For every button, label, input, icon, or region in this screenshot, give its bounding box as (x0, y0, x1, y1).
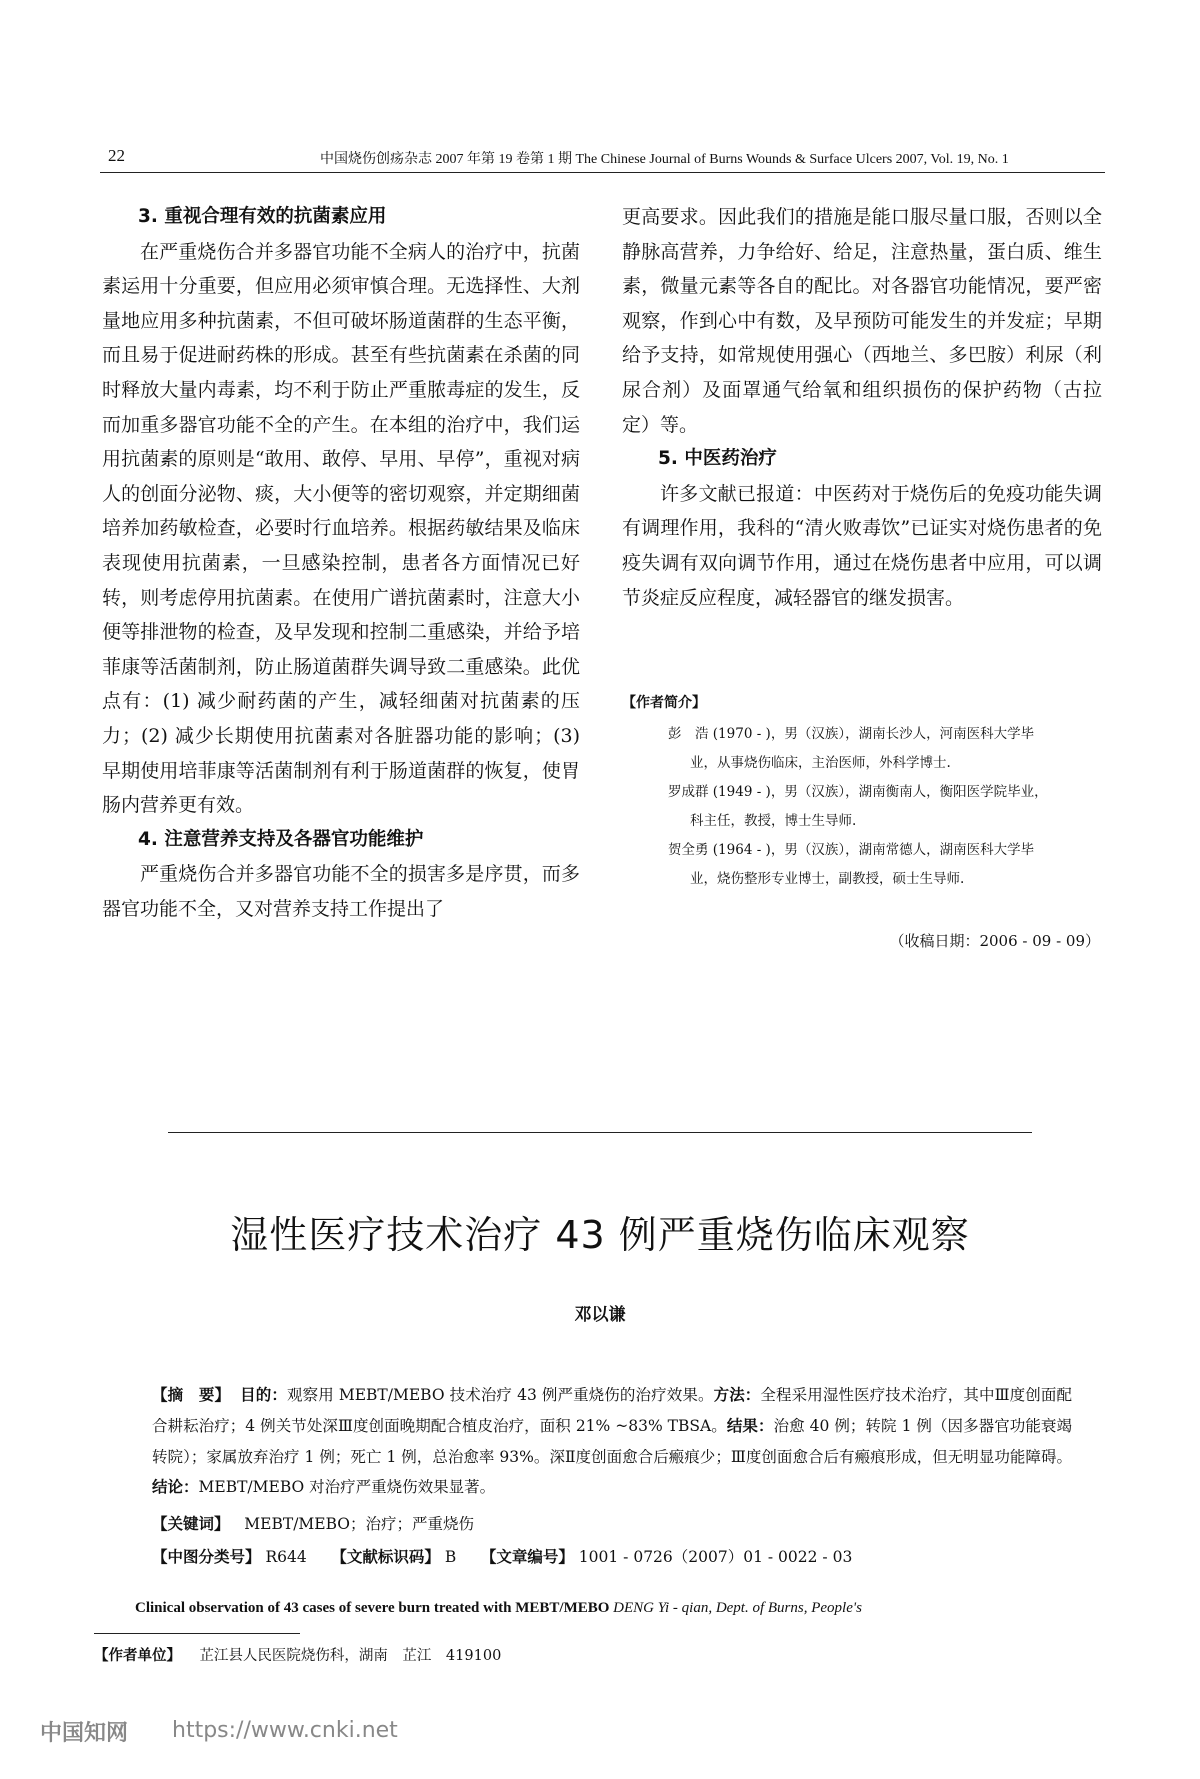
objective-text: 观察用 MEBT/MEBO 技术治疗 43 例严重烧伤的治疗效果。 (286, 1386, 714, 1404)
page-number: 22 (108, 146, 125, 165)
section-5-body: 许多文献已报道：中医药对于烧伤后的免疫功能失调有调理作用，我科的“清火败毒饮”已证实对烧伤患者的免疫失调有双向调节作用，通过在烧伤患者中应用，可以调节炎症反应程度，减轻器官的继发损害。 (622, 482, 1102, 609)
bio-line: 业，烧伤整形专业博士，副教授，硕士生导师. (690, 871, 965, 887)
bio-line: 贺全勇 (1964 - )，男（汉族），湖南常德人，湖南医科大学毕 (668, 842, 1035, 858)
english-author: DENG Yi - qian, Dept. of Burns, People's (613, 1600, 862, 1616)
keywords-line (152, 1512, 474, 1536)
article-no-label: 【文章编号】 (480, 1548, 574, 1566)
doc-code-value: B (444, 1548, 457, 1566)
doc-code-label: 【文献标识码】 (331, 1548, 440, 1566)
conclusion-text: MEBT/MEBO 对治疗严重烧伤效果显著。 (198, 1478, 496, 1497)
objective-label: 目的： (240, 1386, 287, 1404)
keywords-label: 【关键词】 (152, 1515, 230, 1533)
affiliation-text: 芷江县人民医院烧伤科，湖南 芷江 419100 (199, 1648, 502, 1664)
result-label: 结果： (726, 1416, 774, 1435)
right-column (622, 200, 1102, 615)
affiliation-line (94, 1644, 501, 1665)
author-bio-entry (622, 778, 1104, 836)
abstract-label: 【摘 要】 (152, 1386, 231, 1404)
section-5-heading: 5. 中医药治疗 (658, 448, 777, 470)
keywords-text: MEBT/MEBO；治疗；严重烧伤 (244, 1515, 475, 1533)
bio-line: 罗成群 (1949 - )，男（汉族），湖南衡南人，衡阳医学院毕业， (668, 784, 1048, 800)
classification-line (152, 1545, 852, 1569)
section-4-continued: 更高要求。因此我们的措施是能口服尽量口服，否则以全静脉高营养，力争给好、给足，注意热量，蛋白质、维生素，微量元素等各自的配比。对各器官功能情况，要严密观察，作到心中有数，及早预防可能发生的并发症；早期给予支持，如常规使用强心（西地兰、多巴胺）利尿（利尿合剂）及面罩通气给氧和组织损伤的保护药物（古拉定）等。 (622, 206, 1102, 436)
article-author: 邓以谦 (574, 1305, 626, 1325)
english-title-line (135, 1600, 862, 1617)
conclusion-label: 结论： (152, 1478, 199, 1497)
journal-header: 中国烧伤创疡杂志 2007 年第 19 卷第 1 期 The Chinese Journal of Burns Wounds & Surface Ulcers 2007, Vol. 19, No. 1 (320, 152, 1009, 167)
section-3-body: 在严重烧伤合并多器官功能不全病人的治疗中，抗菌素运用十分重要，但应用必须审慎合理。无选择性、大剂量地应用多种抗菌素，不但可破坏肠道菌群的生态平衡，而且易于促进耐药株的形成。甚至有些抗菌素在杀菌的同时释放大量内毒素，均不利于防止严重脓毒症的发生，反而加重多器官功能不全的产生。在本组的治疗中，我们运用抗菌素的原则是“敢用、敢停、早用、早停”，重视对病人的创面分泌物、痰，大小便等的密切观察，并定期细菌培养加药敏检查，必要时行血培养。根据药敏结果及临床表现使用抗菌素，一旦感染控制，患者各方面情况已好转，则考虑停用抗菌素。在使用广谱抗菌素时，注意大小便等排泄物的检查，及早发现和控制二重感染，并给予培菲康等活菌制剂，防止肠道菌群失调导致二重感染。此优点有：(1) 减少耐药菌的产生，减轻细菌对抗菌素的压力；(2) 减少长期使用抗菌素对各脏器功能的影响；(3) 早期使用培菲康等活菌制剂有利于肠道菌群的恢复，使胃肠内营养更有效。 (102, 240, 580, 817)
bio-line: 科主任，教授，博士生导师. (690, 813, 857, 829)
bio-line: 业，从事烧伤临床，主治医师，外科学博士. (690, 755, 951, 771)
english-title: Clinical observation of 43 cases of severe burn treated with MEBT/MEBO (135, 1600, 610, 1616)
article-title: 湿性医疗技术治疗 43 例严重烧伤临床观察 (230, 1213, 970, 1257)
article-no-value: 1001 - 0726（2007）01 - 0022 - 03 (578, 1548, 853, 1566)
author-bio-label: 【作者简介】 (622, 695, 706, 711)
cnki-logo: 中国知网 (40, 1721, 129, 1746)
left-column (102, 200, 580, 926)
author-bio-entry (622, 836, 1104, 894)
affiliation-label: 【作者单位】 (94, 1648, 181, 1664)
author-bio-entry (622, 720, 1104, 778)
cnki-url: https://www.cnki.net (172, 1718, 398, 1743)
section-4-body: 严重烧伤合并多器官功能不全的损害多是序贯，而多器官功能不全，又对营养支持工作提出了 (102, 863, 580, 920)
bio-line: 彭 浩 (1970 - )，男（汉族），湖南长沙人，河南医科大学毕 (668, 726, 1035, 742)
section-3-heading: 3. 重视合理有效的抗菌素应用 (138, 206, 387, 227)
clc-value: R644 (265, 1548, 307, 1566)
clc-label: 【中图分类号】 (152, 1548, 261, 1566)
article-divider (168, 1132, 1032, 1133)
section-4-heading: 4. 注意营养支持及各器官功能维护 (138, 828, 424, 850)
header-rule (100, 172, 1105, 173)
method-label: 方法： (713, 1386, 761, 1404)
method-text: 全程采用湿性医疗技术治疗，其中Ⅲ度创面配合耕耘治疗；4 例关节处深Ⅲ度创面晚期配合植皮治疗，面积 21% ~83% TBSA。 (152, 1386, 1072, 1435)
result-text: 治愈 40 例；转院 1 例（因多器官功能衰竭转院）；家属放弃治疗 1 例；死亡 1 例，总治愈率 93%。深Ⅱ度创面愈合后瘢痕少；Ⅲ度创面愈合后有瘢痕形成，但无明显功能障碍。 (152, 1416, 1072, 1466)
abstract (152, 1380, 1072, 1503)
received-date: （收稿日期：2006 - 09 - 09） (889, 932, 1100, 950)
footnote-rule (94, 1633, 300, 1634)
